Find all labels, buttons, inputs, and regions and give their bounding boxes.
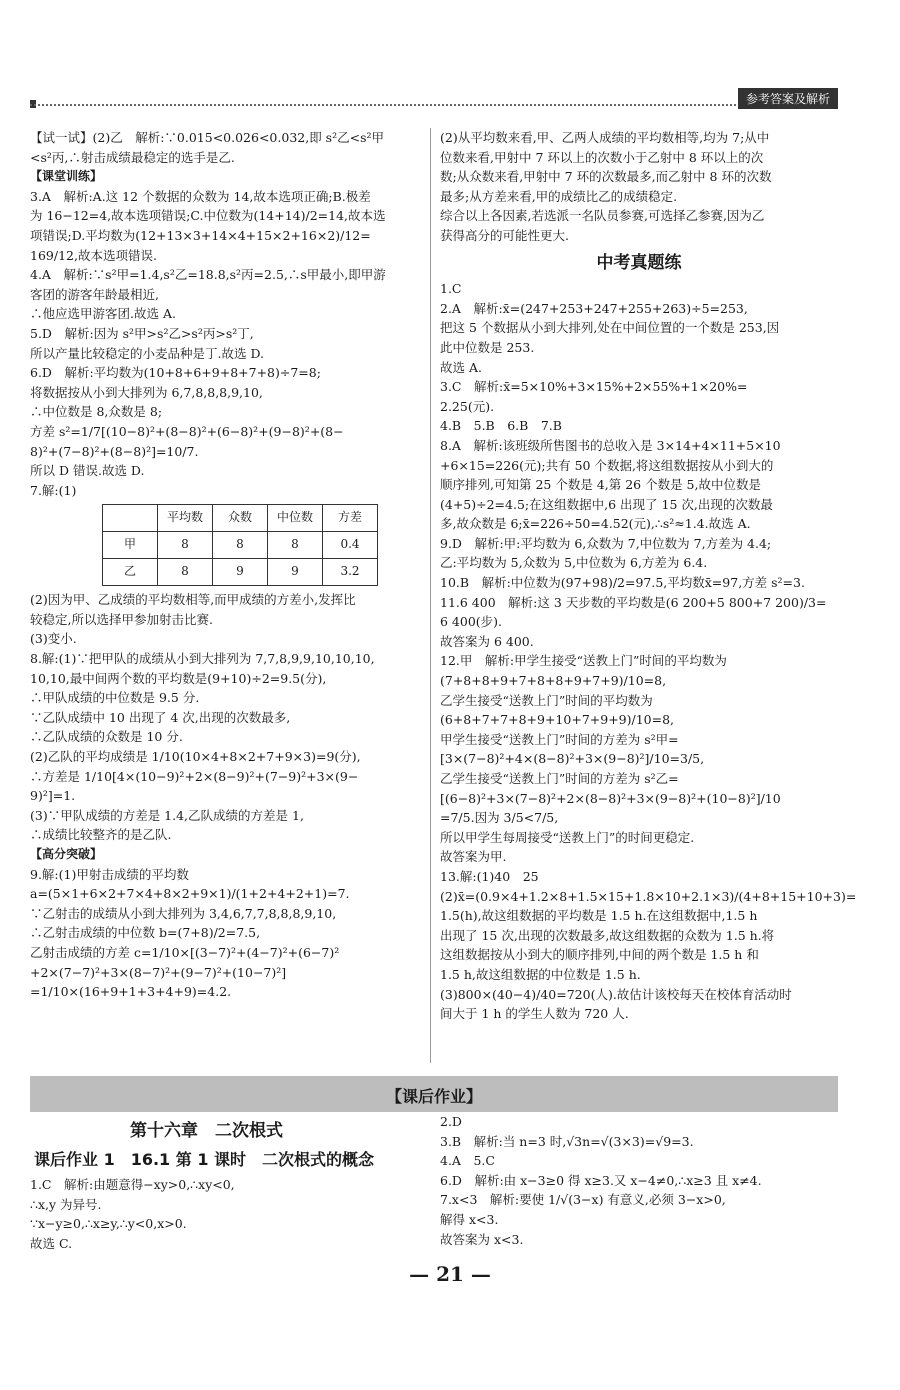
text-line: 1.C — [440, 281, 462, 297]
text-line: 3.B 解析:当 n=3 时,√3n=√(3×3)=√9=3. — [440, 1133, 694, 1149]
text-line: 方差 s²=1/7[(10−8)²+(8−8)²+(6−8)²+(9−8)²+(8− — [30, 423, 344, 439]
table-header-row — [103, 505, 378, 532]
text-line: <s²丙,∴射击成绩最稳定的选手是乙. — [30, 149, 235, 165]
text-line: 2.25(元). — [440, 398, 495, 414]
text-line: 2.A 解析:x̄=(247+253+247+255+263)÷5=253, — [440, 300, 748, 316]
text-line: 解得 x<3. — [440, 1211, 499, 1227]
table-header-cell: 方差 — [323, 505, 378, 532]
text-line: 出现了 15 次,出现的次数最多,故这组数据的众数为 1.5 h.将 — [440, 927, 775, 943]
text-line: 中考真题练 — [596, 252, 682, 273]
text-line: 客团的游客年龄最相近, — [30, 286, 159, 302]
text-line: 4.A 解析:∵s²甲=1.4,s²乙=18.8,s²丙=2.5,∴s甲最小,即甲游 — [30, 267, 386, 283]
text-line: 1.C 解析:由题意得−xy>0,∴xy<0, — [30, 1177, 235, 1193]
text-line: 数;从众数来看,甲射中 7 环的次数最多,而乙射中 8 环的次数 — [440, 169, 772, 185]
bottom-left — [30, 1116, 422, 1254]
table-cell: 9 — [213, 559, 268, 586]
text-line: 9)²]=1. — [30, 788, 76, 804]
text-line: 顺序排列,可知第 25 个数是 4,第 26 个数是 5,故中位数是 — [440, 477, 761, 493]
text-line: (6+8+7+7+8+9+10+7+9+9)/10=8, — [440, 712, 675, 728]
text-line: 6 400(步). — [440, 614, 503, 630]
right-column — [440, 128, 857, 1024]
table-header-cell: 众数 — [213, 505, 268, 532]
left-column — [30, 128, 422, 1002]
text-line: 8)²+(7−8)²+(8−8)²]=10/7. — [30, 443, 199, 459]
table-header-cell: 平均数 — [158, 505, 213, 532]
text-line: [3×(7−8)²+4×(8−8)²+3×(9−8)²]/10=3/5, — [440, 751, 705, 767]
text-line: =1/10×(16+9+1+3+4+9)=4.2. — [30, 984, 232, 1000]
text-line: 4.A 5.C — [440, 1153, 495, 1169]
text-line: 6.D 解析:平均数为(10+8+6+9+8+7+8)÷7=8; — [30, 365, 321, 381]
text-line: 乙:平均数为 5,众数为 5,中位数为 6,方差为 6.4. — [440, 555, 708, 571]
table-cell: 8 — [158, 532, 213, 559]
text-line: 5.D 解析:因为 s²甲>s²乙>s²丙>s²丁, — [30, 325, 254, 341]
text-line: 获得高分的可能性更大. — [440, 227, 569, 243]
text-line: (2)乙队的平均成绩是 1/10(10×4+8×2+7+9×3)=9(分), — [30, 749, 361, 765]
text-line: 9.解:(1)甲射击成绩的平均数 — [30, 866, 189, 882]
text-line: 位数来看,甲射中 7 环以上的次数小于乙射中 8 环以上的次 — [440, 149, 764, 165]
text-line: 故选 C. — [30, 1235, 73, 1251]
text-line: 乙射击成绩的方差 c=1/10×[(3−7)²+(4−7)²+(6−7)² — [30, 944, 340, 960]
text-line: ∴成绩比较整齐的是乙队. — [30, 827, 172, 843]
text-line: 所以 D 错误.故选 D. — [30, 463, 145, 479]
text-line: (7+8+8+9+7+8+8+9+7+9)/10=8, — [440, 673, 667, 689]
text-line: 4.B 5.B 6.B 7.B — [440, 418, 562, 434]
score-table — [102, 504, 378, 586]
text-line: 乙学生接受“送教上门”时间的方差为 s²乙= — [440, 771, 679, 786]
text-line: +2×(7−7)²+3×(8−7)²+(9−7)²+(10−7)²] — [30, 964, 287, 980]
bottom-left-lines — [30, 1175, 422, 1253]
text-line: 11.6 400 解析:这 3 天步数的平均数是(6 200+5 800+7 200)/3= — [440, 594, 827, 610]
table-header-cell: 中位数 — [268, 505, 323, 532]
text-line: (4+5)÷2=4.5;在这组数据中,6 出现了 15 次,出现的次数最 — [440, 496, 773, 512]
text-line: 13.解:(1)40 25 — [440, 868, 539, 884]
header-tag: 参考答案及解析 — [738, 88, 838, 109]
text-line: ∴x,y 为异号. — [30, 1196, 102, 1212]
text-line: 3.C 解析:x̄=5×10%+3×15%+2×55%+1×20%= — [440, 379, 748, 395]
page-number: — 21 — — [409, 1262, 491, 1286]
text-line: (3)∵甲队成绩的方差是 1.4,乙队成绩的方差是 1, — [30, 807, 304, 823]
text-line: 乙学生接受“送教上门”时间的平均数为 — [440, 692, 653, 708]
bottom-right — [440, 1112, 838, 1249]
text-line: 这组数据按从小到大的顺序排列,中间的两个数是 1.5 h 和 — [440, 947, 759, 963]
text-line: (2)从平均数来看,甲、乙两人成绩的平均数相等,均为 7;从中 — [440, 130, 770, 145]
text-line: 【高分突破】 — [30, 847, 103, 861]
text-line: [(6−8)²+3×(7−8)²+2×(8−8)²+3×(9−8)²+(10−8)²]/10 — [440, 790, 781, 806]
text-line: (2)x̄=(0.9×4+1.2×8+1.5×15+1.8×10+2.1×3)/(4+8+15+10+3)= — [440, 888, 857, 904]
text-line: ∴乙射击成绩的中位数 b=(7+8)/2=7.5, — [30, 925, 261, 941]
text-line: ∴他应选甲游客团.故选 A. — [30, 306, 176, 322]
text-line: 6.D 解析:由 x−3≥0 得 x≥3.又 x−4≠0,∴x≥3 且 x≠4. — [440, 1172, 762, 1188]
text-line: 1.5 h,故这组数据的中位数是 1.5 h. — [440, 966, 641, 982]
text-line: 故答案为甲. — [440, 849, 507, 865]
table-cell: 0.4 — [323, 532, 378, 559]
text-line: ∵x−y≥0,∴x≥y,∴y<0,x>0. — [30, 1216, 187, 1232]
chapter-title: 第十六章 二次根式 — [130, 1121, 283, 1141]
text-line: 7.解:(1) — [30, 482, 77, 498]
text-line: +6×15=226(元);共有 50 个数据,将这组数据按从小到大的 — [440, 457, 774, 473]
text-line: 为 16−12=4,故本选项错误;C.中位数为(14+14)/2=14,故本选 — [30, 208, 386, 224]
right-lines — [440, 128, 857, 1024]
text-line: 多,故众数是 6;x̄=226÷50=4.52(元),∴s²≈1.4.故选 A. — [440, 516, 751, 532]
band-title: 【课后作业】 — [385, 1087, 482, 1106]
text-line: ∴甲队成绩的中位数是 9.5 分. — [30, 690, 200, 706]
bottom-right-lines — [440, 1112, 838, 1249]
table-cell: 8 — [158, 559, 213, 586]
text-line: (2)因为甲、乙成绩的平均数相等,而甲成绩的方差小,发挥比 — [30, 592, 356, 608]
table-row — [103, 559, 378, 586]
table-cell: 8 — [268, 532, 323, 559]
table-cell: 甲 — [103, 532, 158, 559]
text-line: 间大于 1 h 的学生人数为 720 人. — [440, 1006, 629, 1022]
text-line: 较稳定,所以选择甲参加射击比赛. — [30, 611, 213, 627]
column-divider — [430, 128, 431, 1063]
header-rule — [30, 104, 836, 106]
text-line: 故答案为 x<3. — [440, 1231, 524, 1247]
text-line: 所以甲学生每周接受“送教上门”的时间更稳定. — [440, 829, 695, 845]
text-line: 项错误;D.平均数为(12+13×3+14×4+15×2+16×2)/12= — [30, 227, 371, 243]
homework-band — [30, 1076, 838, 1112]
table-header-cell — [103, 505, 158, 532]
text-line: ∵乙队成绩中 10 出现了 4 次,出现的次数最多, — [30, 709, 291, 725]
text-line: ∴中位数是 8,众数是 8; — [30, 404, 163, 420]
left-lines — [30, 128, 422, 500]
text-line: 9.D 解析:甲:平均数为 6,众数为 7,中位数为 7,方差为 4.4; — [440, 535, 772, 551]
text-line: a=(5×1+6×2+7×4+8×2+9×1)/(1+2+4+2+1)=7. — [30, 886, 350, 902]
text-line: 最多;从方差来看,甲的成绩比乙的成绩稳定. — [440, 188, 678, 204]
text-line: 故选 A. — [440, 359, 482, 375]
text-line: =7/5.因为 3/5<7/5, — [440, 810, 559, 826]
text-line: 2.D — [440, 1114, 462, 1129]
text-line: (3)800×(40−4)/40=720(人).故估计该校每天在校体育活动时 — [440, 986, 792, 1002]
text-line: 所以产量比较稳定的小麦品种是丁.故选 D. — [30, 345, 264, 361]
text-line: 10,10,最中间两个数的平均数是(9+10)÷2=9.5(分), — [30, 670, 327, 686]
text-line: 【课堂训练】 — [30, 169, 103, 184]
text-line: 7.x<3 解析:要使 1/√(3−x) 有意义,必须 3−x>0, — [440, 1192, 726, 1208]
text-line: 此中位数是 253. — [440, 339, 535, 355]
text-line: ∵乙射击的成绩从小到大排列为 3,4,6,7,7,8,8,8,9,10, — [30, 905, 337, 921]
table-cell: 8 — [213, 532, 268, 559]
text-line: 【试一试】(2)乙 解析:∵0.015<0.026<0.032,即 s²乙<s²甲 — [30, 130, 384, 145]
text-line: 把这 5 个数据从小到大排列,处在中间位置的一个数是 253,因 — [440, 320, 780, 336]
text-line: 甲学生接受“送教上门”时间的方差为 s²甲= — [440, 731, 679, 747]
text-line: 3.A 解析:A.这 12 个数据的众数为 14,故本选项正确;B.极差 — [30, 188, 371, 204]
text-line: 12.甲 解析:甲学生接受“送教上门”时间的平均数为 — [440, 653, 727, 669]
table-cell: 9 — [268, 559, 323, 586]
text-line: 8.解:(1)∵把甲队的成绩从小到大排列为 7,7,8,9,9,10,10,10, — [30, 651, 375, 667]
text-line: 综合以上各因素,若选派一名队员参赛,可选择乙参赛,因为乙 — [440, 208, 765, 224]
text-line: (3)变小. — [30, 631, 77, 647]
text-line: ∴方差是 1/10[4×(10−9)²+2×(8−9)²+(7−9)²+3×(9− — [30, 768, 359, 784]
table-cell: 乙 — [103, 559, 158, 586]
text-line: 8.A 解析:该班级所售图书的总收入是 3×14+4×11+5×10 — [440, 437, 781, 453]
table-row — [103, 532, 378, 559]
text-line: 169/12,故本选项错误. — [30, 247, 157, 263]
text-line: 故答案为 6 400. — [440, 633, 534, 649]
text-line: 10.B 解析:中位数为(97+98)/2=97.5,平均数x̄=97,方差 s²=3. — [440, 575, 805, 591]
text-line: 1.5(h),故这组数据的平均数是 1.5 h.在这组数据中,1.5 h — [440, 908, 758, 924]
table-cell: 3.2 — [323, 559, 378, 586]
text-line: 将数据按从小到大排列为 6,7,8,8,8,9,10, — [30, 384, 263, 400]
left-lines-2 — [30, 590, 422, 1001]
text-line: ∴乙队成绩的众数是 10 分. — [30, 729, 183, 745]
lesson-title: 课后作业 1 16.1 第 1 课时 二次根式的概念 — [34, 1149, 375, 1169]
